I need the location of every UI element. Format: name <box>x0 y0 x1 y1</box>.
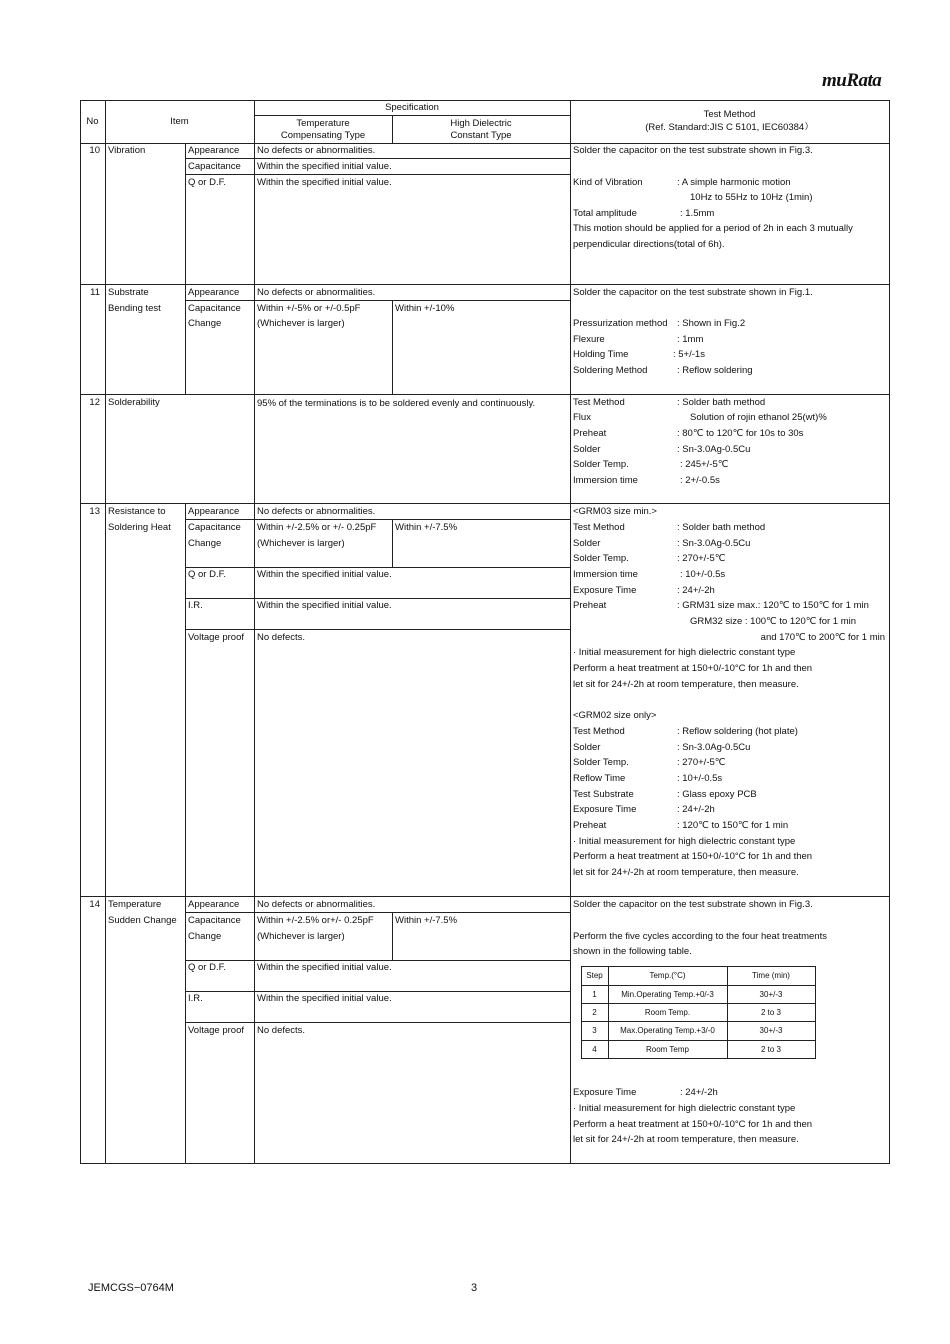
murata-logo: muRata <box>822 70 882 91</box>
test-method-value: and 170℃ to 200℃ for 1 min <box>760 632 885 643</box>
test-method-key: Test Substrate <box>573 789 634 800</box>
spec-q-df: Within the specified initial value. <box>257 177 392 188</box>
document-code: JEMCGS−0764M <box>88 1282 174 1294</box>
spec-capacitance-temp: (Whichever is larger) <box>257 538 345 549</box>
item-name: Soldering Heat <box>108 522 171 533</box>
test-method-key: Immersion time <box>573 569 638 580</box>
sub-item-q-df: Q or D.F. <box>188 177 227 188</box>
test-method-value: : 24+/-2h <box>680 1087 718 1098</box>
test-method-value: : Reflow soldering <box>677 365 753 376</box>
sub-item-capacitance: Change <box>188 538 222 549</box>
sub-item-appearance: Appearance <box>188 899 240 910</box>
test-method-value: : 24+/-2h <box>677 585 715 596</box>
test-method-value: : 80℃ to 120℃ for 10s to 30s <box>677 428 804 439</box>
header-test-method-ref: (Ref. Standard:JIS C 5101, IEC60384） <box>645 122 814 133</box>
sub-item-voltage-proof: Voltage proof <box>188 632 244 643</box>
test-method-note: let sit for 24+/-2h at room temperature, then measure. <box>573 1134 799 1145</box>
sub-item-capacitance: Change <box>188 931 222 942</box>
spec-capacitance-high: Within +/-10% <box>395 303 455 314</box>
table-cell: Min.Operating Temp.+0/-3 <box>621 990 714 999</box>
item-name: Sudden Change <box>108 915 177 926</box>
test-method-text: perpendicular directions(total of 6h). <box>573 239 725 250</box>
test-method-key: Immersion time <box>573 475 638 486</box>
sub-item-appearance: Appearance <box>188 287 240 298</box>
sub-item-q-df: Q or D.F. <box>188 569 227 580</box>
table-cell: 2 to 3 <box>760 1045 781 1054</box>
test-method-value: : Glass epoxy PCB <box>677 789 757 800</box>
test-method-key: Preheat <box>573 820 607 831</box>
spec-appearance: No defects or abnormalities. <box>257 506 376 517</box>
test-method-key: Test Method <box>573 522 625 533</box>
test-method-key: Solder Temp. <box>573 459 629 470</box>
test-method-value: : 120℃ to 150℃ for 1 min <box>677 820 789 831</box>
spec-appearance: No defects or abnormalities. <box>257 145 376 156</box>
test-method-value: : 5+/-1s <box>673 349 705 360</box>
spec-voltage-proof: No defects. <box>257 1025 306 1036</box>
test-method-key: Exposure Time <box>573 804 637 815</box>
item-name: Solderability <box>108 397 160 408</box>
sub-item-q-df: Q or D.F. <box>188 962 227 973</box>
test-method-value: : 10+/-0.5s <box>677 773 723 784</box>
test-method-text: Perform the five cycles according to the four heat treatments <box>573 931 827 942</box>
test-method-value: : 1mm <box>677 334 704 345</box>
row-no: 13 <box>89 506 100 517</box>
test-method-key: Solder <box>573 742 601 753</box>
header-no: No <box>86 116 99 127</box>
sub-item-capacitance: Capacitance <box>188 522 241 533</box>
test-method-key: Exposure Time <box>573 1087 637 1098</box>
test-method-note: Perform a heat treatment at 150+0/-10°C for 1h and then <box>573 851 813 862</box>
test-method-value: : Solder bath method <box>677 397 766 408</box>
test-method-intro: Solder the capacitor on the test substrate shown in Fig.3. <box>573 899 813 910</box>
sub-item-capacitance: Capacitance <box>188 303 241 314</box>
table-header-cell: Step <box>586 971 603 980</box>
test-method-note: Perform a heat treatment at 150+0/-10°C for 1h and then <box>573 663 813 674</box>
spec-capacitance: Within the specified initial value. <box>257 161 392 172</box>
item-name: Bending test <box>108 303 161 314</box>
table-cell: Room Temp. <box>644 1008 691 1017</box>
header-temp-comp-line2: Compensating Type <box>280 130 366 141</box>
test-method-key: Preheat <box>573 428 607 439</box>
test-method-note: let sit for 24+/-2h at room temperature, then measure. <box>573 679 799 690</box>
spec-q-df: Within the specified initial value. <box>257 569 392 580</box>
sub-item-voltage-proof: Voltage proof <box>188 1025 244 1036</box>
test-method-value: : 270+/-5℃ <box>677 553 726 564</box>
test-method-value: : Sn-3.0Ag-0.5Cu <box>677 444 751 455</box>
test-method-note: let sit for 24+/-2h at room temperature, then measure. <box>573 867 799 878</box>
table-cell: 30+/-3 <box>759 990 783 999</box>
table-header-cell: Temp.(°C) <box>649 971 686 980</box>
sub-item-capacitance: Capacitance <box>188 915 241 926</box>
row-no: 11 <box>90 287 100 298</box>
sub-item-ir: I.R. <box>188 600 203 611</box>
header-high-diel-line2: Constant Type <box>450 130 512 141</box>
test-method-value: : 1.5mm <box>680 208 715 219</box>
test-method-text: shown in the following table. <box>573 946 692 957</box>
test-method-key: Total amplitude <box>573 208 637 219</box>
spec-capacitance-high: Within +/-7.5% <box>395 915 458 926</box>
table-cell: Max.Operating Temp.+3/-0 <box>620 1026 715 1035</box>
test-method-value: : GRM31 size max.: 120℃ to 150℃ for 1 min <box>677 600 869 611</box>
test-method-value: : Reflow soldering (hot plate) <box>677 726 798 737</box>
sub-item-capacitance: Capacitance <box>188 161 241 172</box>
table-cell: 2 to 3 <box>760 1008 781 1017</box>
header-specification: Specification <box>385 102 439 113</box>
page-number: 3 <box>471 1282 478 1294</box>
sub-item-capacitance: Change <box>188 318 222 329</box>
item-name: Substrate <box>108 287 149 298</box>
test-method-value: : 245+/-5℃ <box>680 459 729 470</box>
test-method-key: Solder <box>573 538 601 549</box>
item-name: Vibration <box>108 145 146 156</box>
test-method-key: Solder <box>573 444 601 455</box>
test-method-key: Test Method <box>573 397 625 408</box>
test-method-heading: <GRM02 size only> <box>573 710 657 721</box>
header-high-diel-line1: High Dielectric <box>450 118 512 129</box>
test-method-value: 10Hz to 55Hz to 10Hz (1min) <box>690 192 813 203</box>
spec-capacitance-temp: Within +/-2.5% or+/- 0.25pF <box>257 915 374 926</box>
spec-capacitance-high: Within +/-7.5% <box>395 522 458 533</box>
test-method-key: Test Method <box>573 726 625 737</box>
spec-ir: Within the specified initial value. <box>257 993 392 1004</box>
test-method-value: : Shown in Fig.2 <box>677 318 746 329</box>
spec-capacitance-temp: (Whichever is larger) <box>257 318 345 329</box>
test-method-key: Flexure <box>573 334 605 345</box>
table-cell: 30+/-3 <box>759 1026 783 1035</box>
test-method-key: Kind of Vibration <box>573 177 643 188</box>
table-cell: 1 <box>592 990 597 999</box>
test-method-value: : 2+/-0.5s <box>680 475 720 486</box>
item-name: Temperature <box>108 899 162 910</box>
table-cell: 3 <box>592 1026 597 1035</box>
test-method-key: Soldering Method <box>573 365 648 376</box>
test-method-value: : Sn-3.0Ag-0.5Cu <box>677 742 751 753</box>
sub-item-ir: I.R. <box>188 993 203 1004</box>
header-test-method: Test Method <box>703 109 756 120</box>
header-item: Item <box>170 116 189 127</box>
test-method-intro: Solder the capacitor on the test substrate shown in Fig.3. <box>573 145 813 156</box>
test-method-key: Pressurization method <box>573 318 668 329</box>
spec-capacitance-temp: Within +/-2.5% or +/- 0.25pF <box>257 522 377 533</box>
item-name: Resistance to <box>108 506 166 517</box>
test-method-note: Perform a heat treatment at 150+0/-10°C for 1h and then <box>573 1119 813 1130</box>
table-header-cell: Time (min) <box>752 971 790 980</box>
table-cell: 4 <box>592 1045 597 1054</box>
spec-ir: Within the specified initial value. <box>257 600 392 611</box>
test-method-value: : 10+/-0.5s <box>680 569 726 580</box>
test-method-key: Solder Temp. <box>573 553 629 564</box>
row-no: 12 <box>89 397 100 408</box>
row-no: 14 <box>89 899 100 910</box>
test-method-value: Solution of rojin ethanol 25(wt)% <box>690 412 827 423</box>
spec-voltage-proof: No defects. <box>257 632 306 643</box>
test-method-heading: <GRM03 size min.> <box>573 506 657 517</box>
test-method-value: : A simple harmonic motion <box>677 177 791 188</box>
test-method-text: This motion should be applied for a period of 2h in each 3 mutually <box>573 223 853 234</box>
spec-q-df: Within the specified initial value. <box>257 962 392 973</box>
test-method-key: Preheat <box>573 600 607 611</box>
spec-capacitance-temp: Within +/-5% or +/-0.5pF <box>257 303 361 314</box>
test-method-note: · Initial measurement for high dielectric constant type <box>573 647 796 658</box>
test-method-key: Reflow Time <box>573 773 626 784</box>
spec-solderability: 95% of the terminations is to be soldered evenly and continuously. <box>257 398 536 409</box>
table-cell: 2 <box>592 1008 597 1017</box>
sub-item-appearance: Appearance <box>188 145 240 156</box>
test-method-value: : Sn-3.0Ag-0.5Cu <box>677 538 751 549</box>
table-cell: Room Temp <box>646 1045 689 1054</box>
test-method-value: : 24+/-2h <box>677 804 715 815</box>
spec-appearance: No defects or abnormalities. <box>257 287 376 298</box>
header-temp-comp-line1: Temperature <box>296 118 350 129</box>
test-method-key: Flux <box>573 412 591 423</box>
sub-item-appearance: Appearance <box>188 506 240 517</box>
test-method-note: · Initial measurement for high dielectric constant type <box>573 836 796 847</box>
test-method-intro: Solder the capacitor on the test substrate shown in Fig.1. <box>573 287 813 298</box>
test-method-value: : 270+/-5℃ <box>677 757 726 768</box>
row-no: 10 <box>89 145 100 156</box>
test-method-note: · Initial measurement for high dielectric constant type <box>573 1103 796 1114</box>
test-method-value: GRM32 size : 100℃ to 120℃ for 1 min <box>690 616 857 627</box>
test-method-key: Holding Time <box>573 349 629 360</box>
test-method-key: Solder Temp. <box>573 757 629 768</box>
spec-capacitance-temp: (Whichever is larger) <box>257 931 345 942</box>
spec-appearance: No defects or abnormalities. <box>257 899 376 910</box>
test-method-value: : Solder bath method <box>677 522 766 533</box>
test-method-key: Exposure Time <box>573 585 637 596</box>
